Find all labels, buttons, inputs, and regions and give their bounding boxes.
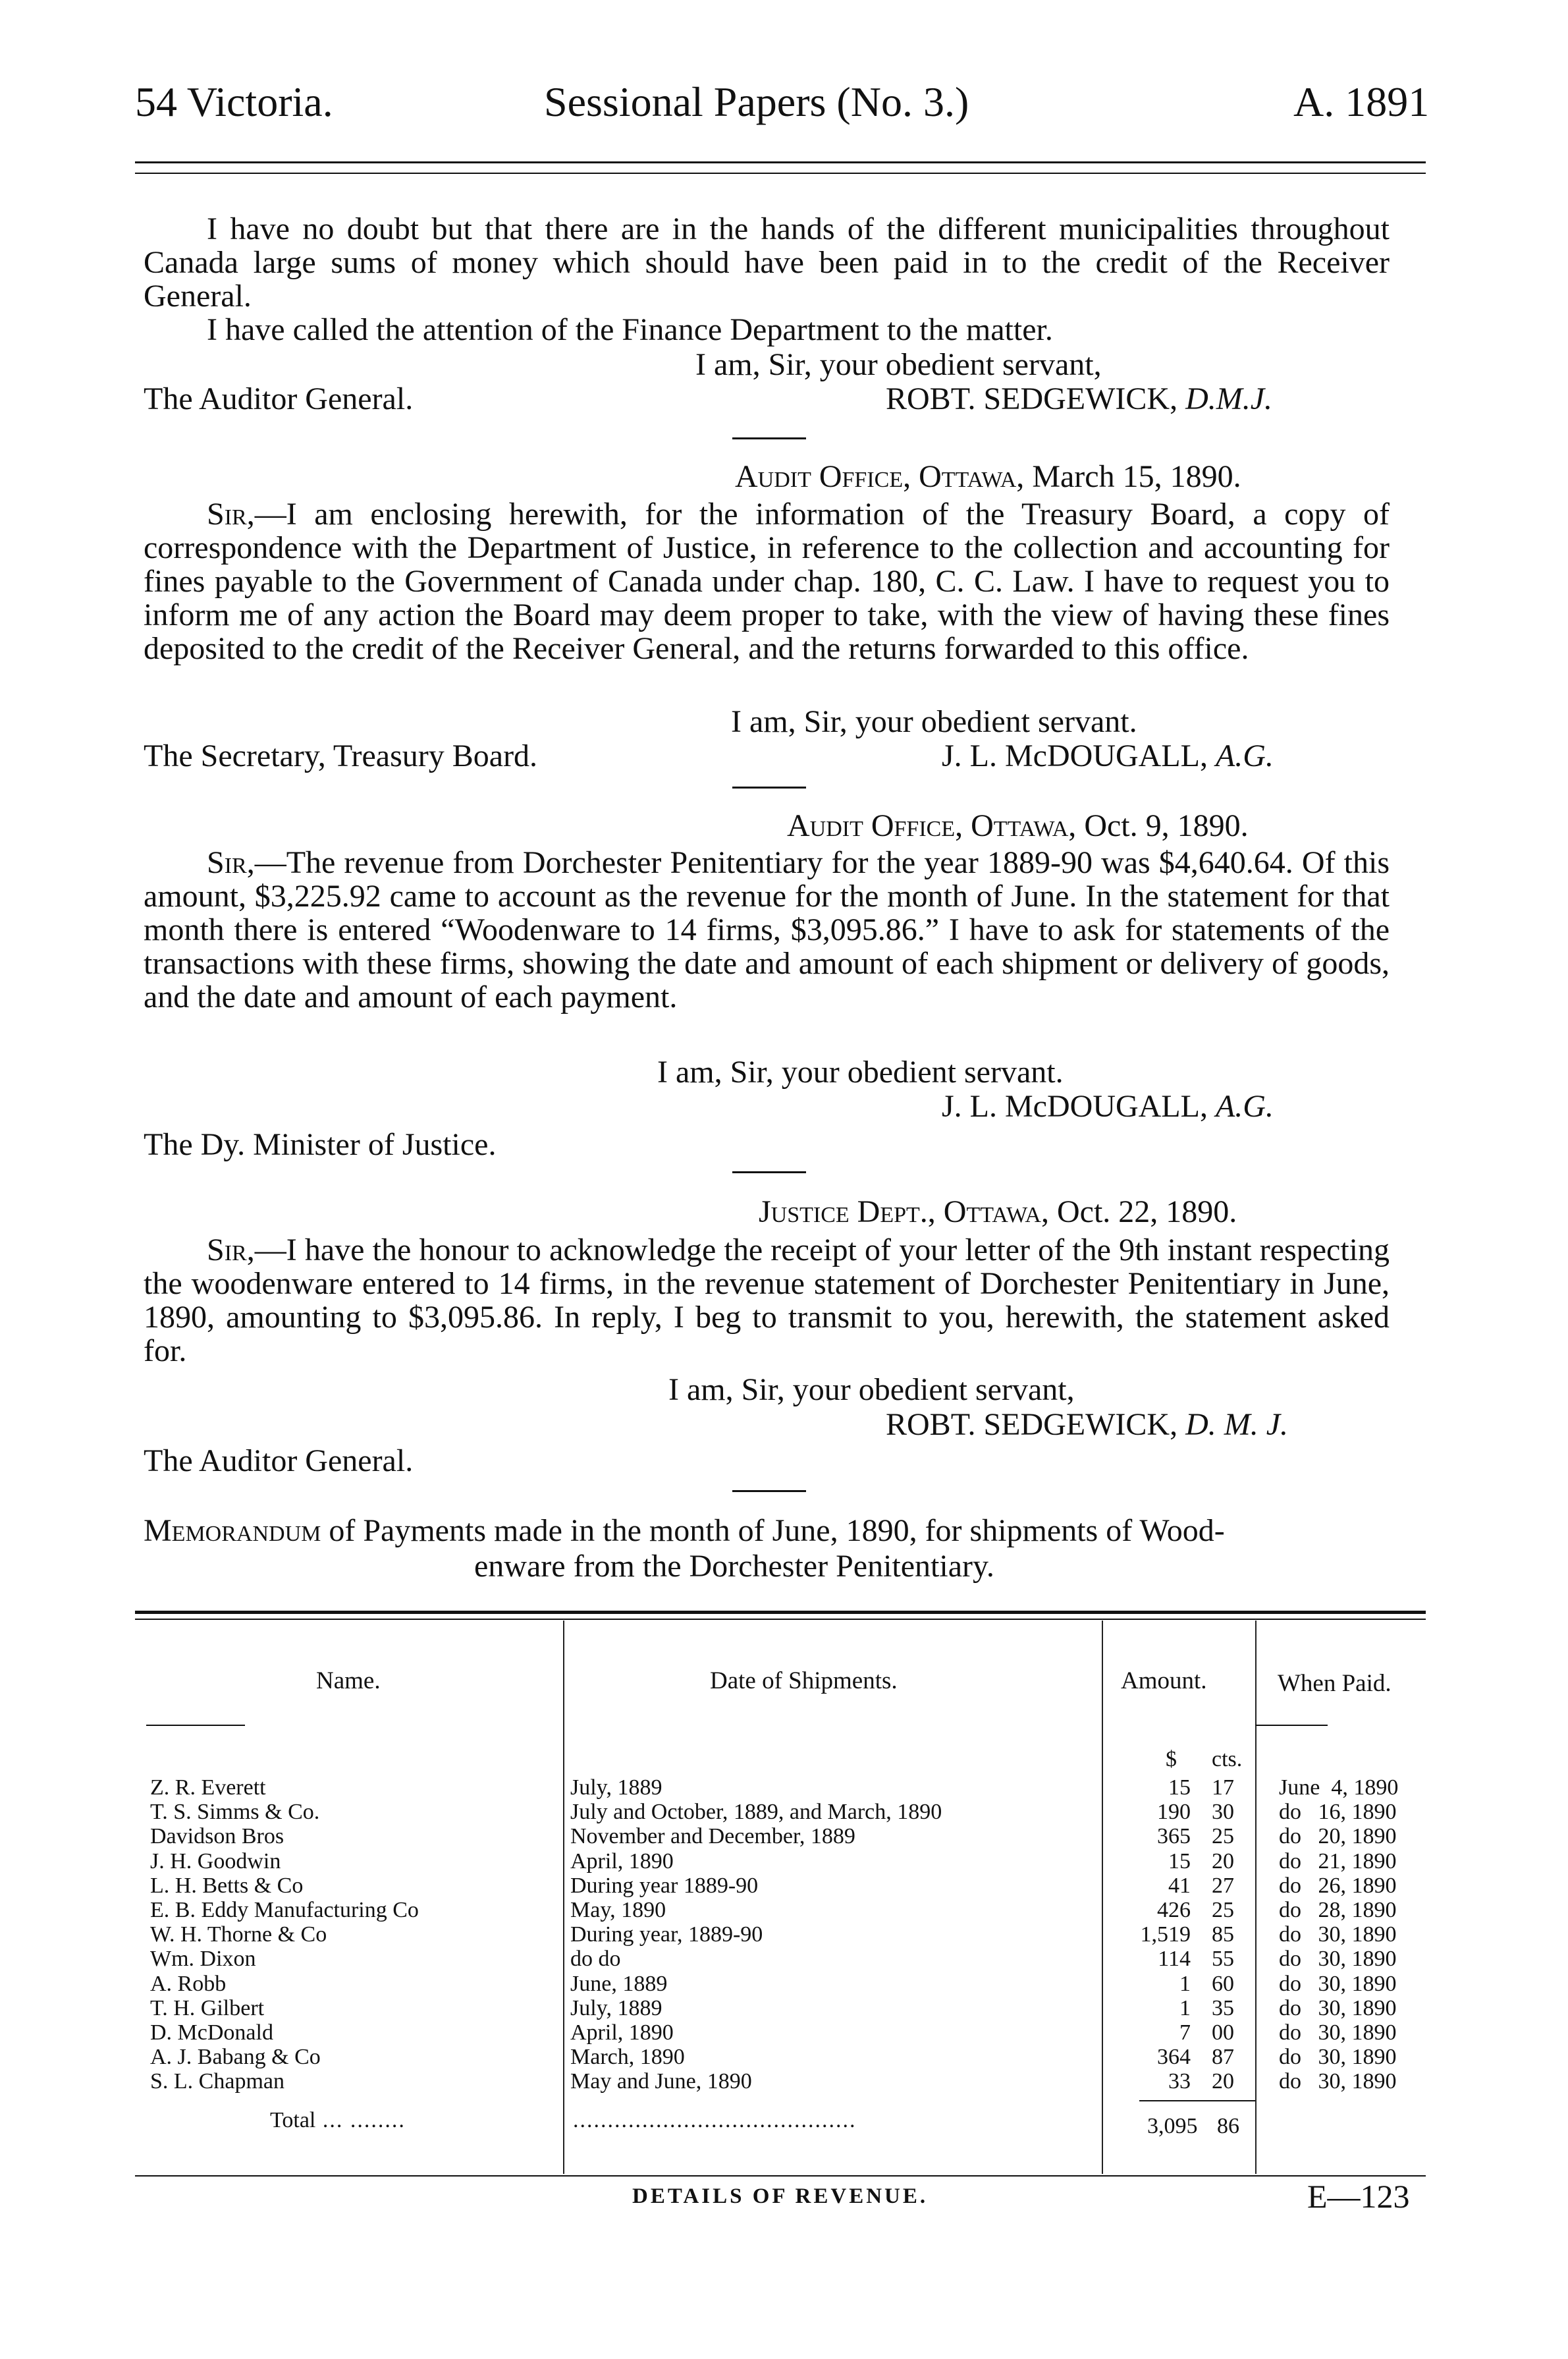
- column-header-name: Name.: [316, 1667, 381, 1694]
- table-cell-name: L. H. Betts & Co: [150, 1873, 304, 1898]
- total-label: Total ... ........: [270, 2108, 406, 2132]
- letter4-body: Sir,—I have the honour to acknowledge the receipt of your letter of the 9th instant respecting the woodenware entered to 14 firms, in the revenue statement of Dorchester Penitentiary in June, 1890, amounting to $3,095.86. In reply, I beg to transmit to you, herewith, the statement asked for.: [144, 1233, 1390, 1368]
- table-cell-name: W. H. Thorne & Co: [150, 1922, 327, 1947]
- table-cell-cents: 85: [1212, 1922, 1234, 1947]
- table-cell-dollars: 365: [1157, 1824, 1191, 1848]
- table-cell-cents: 00: [1212, 2020, 1234, 2045]
- table-cell-when-paid: do 30, 1890: [1279, 2020, 1397, 2045]
- footer-title: DETAILS OF REVENUE.: [632, 2184, 929, 2208]
- table-cell-when-paid: do 16, 1890: [1279, 1800, 1397, 1824]
- separator-rule: [732, 1171, 806, 1173]
- table-cell-dollars: 364: [1157, 2045, 1191, 2069]
- table-cell-cents: 27: [1212, 1873, 1234, 1898]
- letter4-addressee: The Auditor General.: [144, 1443, 414, 1478]
- table-cell-cents: 35: [1212, 1996, 1234, 2020]
- table-cell-name: J. H. Goodwin: [150, 1849, 281, 1873]
- table-cell-name: Davidson Bros: [150, 1824, 284, 1848]
- table-cell-date: March, 1890: [570, 2045, 685, 2069]
- table-cell-when-paid: June 4, 1890: [1279, 1775, 1399, 1800]
- column-header-date: Date of Shipments.: [710, 1667, 898, 1694]
- column-header-amount: Amount.: [1121, 1667, 1207, 1694]
- letter4-closing: I am, Sir, your obedient servant,: [668, 1372, 1075, 1407]
- memo-heading-line2: enware from the Dorchester Penitentiary.: [474, 1549, 994, 1584]
- letter1-signature: ROBT. SEDGEWICK, D.M.J.: [886, 381, 1273, 416]
- table-cell-when-paid: do 30, 1890: [1279, 1947, 1397, 1971]
- table-cell-cents: 17: [1212, 1775, 1234, 1800]
- table-cell-date: June, 1889: [570, 1972, 668, 1996]
- letter3-addressee: The Dy. Minister of Justice.: [144, 1127, 497, 1162]
- table-cell-dollars: 1: [1179, 1972, 1191, 1996]
- table-cell-name: D. McDonald: [150, 2020, 273, 2045]
- total-dollars: 3,095: [1147, 2114, 1198, 2138]
- table-cell-date: During year 1889-90: [570, 1873, 759, 1898]
- table-cell-when-paid: do 26, 1890: [1279, 1873, 1397, 1898]
- table-cell-date: April, 1890: [570, 2020, 674, 2045]
- table-cell-name: T. H. Gilbert: [150, 1996, 265, 2020]
- total-rule: [1139, 2100, 1255, 2101]
- table-cell-cents: 60: [1212, 1972, 1234, 1996]
- separator-rule: [732, 1490, 806, 1492]
- header-rule-thin: [135, 173, 1426, 174]
- letter2-addressee: The Secretary, Treasury Board.: [144, 738, 538, 773]
- table-cell-when-paid: do 30, 1890: [1279, 1922, 1397, 1947]
- table-cell-date: May, 1890: [570, 1898, 666, 1922]
- letter3-closing: I am, Sir, your obedient servant.: [657, 1055, 1064, 1090]
- table-cell-name: A. Robb: [150, 1972, 227, 1996]
- running-head-center: Sessional Papers (No. 3.): [544, 78, 969, 125]
- column-header-when-paid: When Paid.: [1278, 1670, 1392, 1697]
- table-top-rule-thin: [135, 1619, 1426, 1620]
- header-underline: [1255, 1725, 1328, 1726]
- table-cell-cents: 87: [1212, 2045, 1234, 2069]
- letter3-body: Sir,—The revenue from Dorchester Penitentiary for the year 1889-90 was $4,640.64. Of this amount, $3,225.92 came to account as the revenue for the month of June. In the statement for that month there is entered “Woodenware to 14 firms, $3,095.86.” I have to ask for statements of the transactions with these firms, showing the date and amount of each shipment or delivery of goods, and the date and amount of each payment.: [144, 845, 1390, 1014]
- table-cell-date: November and December, 1889: [570, 1824, 855, 1848]
- table-cell-name: E. B. Eddy Manufacturing Co: [150, 1898, 419, 1922]
- table-cell-cents: 25: [1212, 1824, 1234, 1848]
- table-cell-cents: 30: [1212, 1800, 1234, 1824]
- running-head-right: A. 1891: [1293, 78, 1430, 125]
- table-cell-dollars: 1,519: [1140, 1922, 1191, 1947]
- header-underline: [146, 1725, 245, 1726]
- table-cell-cents: 25: [1212, 1898, 1234, 1922]
- letter2-dateline: Audit Office, Ottawa, March 15, 1890.: [735, 459, 1241, 494]
- table-cell-dollars: 426: [1157, 1898, 1191, 1922]
- letter3-dateline: Audit Office, Ottawa, Oct. 9, 1890.: [787, 808, 1249, 843]
- page-number: E—123: [1307, 2178, 1410, 2215]
- letter1-closing: I am, Sir, your obedient servant,: [695, 347, 1102, 382]
- table-col-divider: [1255, 1621, 1257, 2174]
- table-top-rule: [135, 1611, 1426, 1614]
- table-cell-date: July, 1889: [570, 1996, 662, 2020]
- table-cell-dollars: 33: [1168, 2069, 1191, 2094]
- table-cell-date: July and October, 1889, and March, 1890: [570, 1800, 942, 1824]
- table-cell-name: A. J. Babang & Co: [150, 2045, 321, 2069]
- table-cell-dollars: 15: [1168, 1849, 1191, 1873]
- letter1-paragraph1: I have no doubt but that there are in the hands of the different municipalities throughout Canada large sums of money which should have been paid in to the credit of the Receiver General.: [144, 211, 1390, 314]
- table-cell-when-paid: do 30, 1890: [1279, 1972, 1397, 1996]
- table-cell-when-paid: do 30, 1890: [1279, 2069, 1397, 2094]
- letter1-addressee: The Auditor General.: [144, 381, 414, 416]
- footer-rule: [135, 2175, 1426, 2177]
- table-col-divider: [563, 1621, 564, 2174]
- table-cell-name: Wm. Dixon: [150, 1947, 256, 1971]
- letter2-body: Sir,—I am enclosing herewith, for the information of the Treasury Board, a copy of correspondence with the Department of Justice, in reference to the collection and accounting for fines payable to the Government of Canada under chap. 180, C. C. Law. I have to request you to inform me of any action the Board may deem proper to take, with the view of having these fines deposited to the credit of the Receiver General, and the returns forwarded to this office.: [144, 497, 1390, 666]
- separator-rule: [732, 437, 806, 439]
- total-cents: 86: [1217, 2114, 1239, 2138]
- table-cell-dollars: 190: [1157, 1800, 1191, 1824]
- table-cell-when-paid: do 28, 1890: [1279, 1898, 1397, 1922]
- table-cell-name: Z. R. Everett: [150, 1775, 266, 1800]
- total-leader: .........................................: [573, 2108, 857, 2132]
- letter2-signature: J. L. McDOUGALL, A.G.: [942, 738, 1274, 773]
- table-cell-name: T. S. Simms & Co.: [150, 1800, 320, 1824]
- table-col-divider: [1102, 1621, 1103, 2174]
- table-cell-cents: 20: [1212, 1849, 1234, 1873]
- table-cell-dollars: 41: [1168, 1873, 1191, 1898]
- table-cell-dollars: 7: [1179, 2020, 1191, 2045]
- table-cell-when-paid: do 21, 1890: [1279, 1849, 1397, 1873]
- letter4-dateline: Justice Dept., Ottawa, Oct. 22, 1890.: [759, 1194, 1237, 1229]
- table-cell-cents: 55: [1212, 1947, 1234, 1971]
- table-cell-dollars: 1: [1179, 1996, 1191, 2020]
- table-cell-date: During year, 1889-90: [570, 1922, 763, 1947]
- letter3-signature: J. L. McDOUGALL, A.G.: [942, 1089, 1274, 1124]
- table-cell-when-paid: do 30, 1890: [1279, 2045, 1397, 2069]
- separator-rule: [732, 787, 806, 789]
- table-cell-date: July, 1889: [570, 1775, 662, 1800]
- memo-heading-line1: Memorandum of Payments made in the month of June, 1890, for shipments of Wood-: [144, 1513, 1225, 1548]
- table-cell-cents: 20: [1212, 2069, 1234, 2094]
- table-cell-date: do do: [570, 1947, 621, 1971]
- table-cell-date: May and June, 1890: [570, 2069, 752, 2094]
- letter4-signature: ROBT. SEDGEWICK, D. M. J.: [886, 1407, 1289, 1442]
- table-cell-when-paid: do 30, 1890: [1279, 1996, 1397, 2020]
- table-cell-dollars: 114: [1158, 1947, 1191, 1971]
- letter1-paragraph2: I have called the attention of the Finance Department to the matter.: [207, 312, 1053, 347]
- table-cell-when-paid: do 20, 1890: [1279, 1824, 1397, 1848]
- letter2-closing: I am, Sir, your obedient servant.: [731, 704, 1137, 739]
- table-cell-name: S. L. Chapman: [150, 2069, 284, 2094]
- header-rule: [135, 161, 1426, 163]
- unit-dollars: $: [1166, 1747, 1177, 1771]
- table-cell-dollars: 15: [1168, 1775, 1191, 1800]
- table-cell-date: April, 1890: [570, 1849, 674, 1873]
- unit-cents: cts.: [1212, 1747, 1243, 1771]
- running-head-left: 54 Victoria.: [135, 78, 333, 125]
